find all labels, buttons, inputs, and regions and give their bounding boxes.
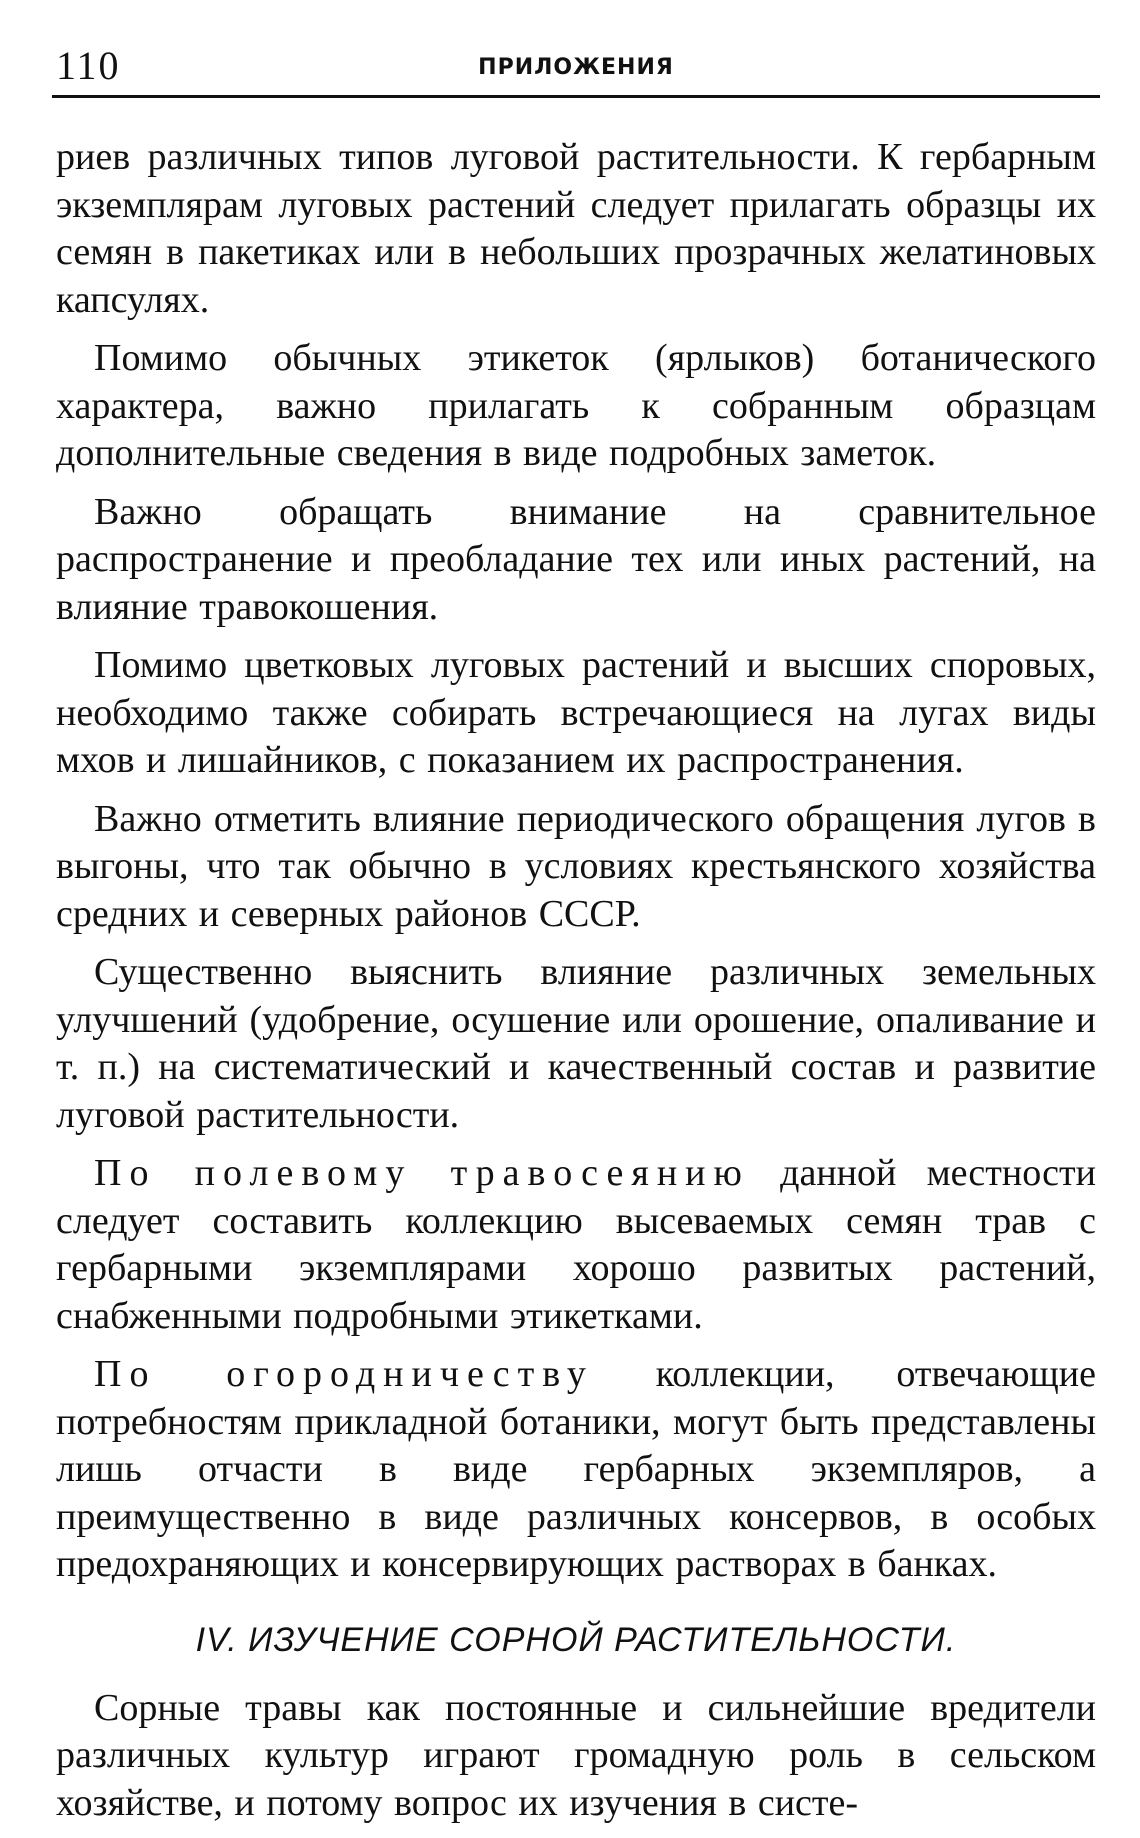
body-text	[56, 134, 1096, 1838]
paragraph: Помимо цветковых луговых растений и высших споровых, необходимо также собирать встречающиеся на лугах виды мхов и лишайников, с показанием их распространения.	[56, 644, 1096, 781]
paragraph: Важно обращать внимание на сравнительное распространение и преобладание тех или иных растений, на влияние травокошения.	[56, 490, 1096, 628]
paragraph	[56, 1150, 1096, 1340]
paragraph: Важно отметить влияние периодического обращения лугов в выгоны, что так обычно в условиях крестьянского хозяйства средних и северных районов СССР.	[56, 797, 1096, 935]
paragraph	[56, 1351, 1096, 1589]
chapter-heading: IV. ИЗУЧЕНИЕ СОРНОЙ РАСТИТЕЛЬНОСТИ.	[195, 1620, 957, 1659]
spaced-lead-text: По огородничеству	[94, 1353, 594, 1395]
running-title: ПРИЛОЖЕНИЯ	[478, 55, 674, 80]
paragraph: Существенно выяснить влияние различных земельных улучшений (удобрение, осушение или орошение, опаливание и т. п.) на систематический и качественный состав и развитие луговой растительности.	[56, 951, 1096, 1136]
paragraph: Сорные травы как постоянные и сильнейшие вредители различных культур играют громадную роль в сельском хозяйстве, и потому вопрос их изучения в систе-	[56, 1686, 1096, 1824]
spaced-lead-text: По полевому травосеянию	[94, 1152, 750, 1194]
running-head	[52, 38, 1100, 94]
paragraph: Помимо обычных этикеток (ярлыков) ботанического характера, важно прилагать к собранным образцам дополнительные сведения в виде подробных заметок.	[56, 337, 1096, 474]
header-rule	[52, 95, 1100, 98]
paragraph-text: коллекции, отвечающие потребностям прикладной ботаники, могут быть представлены лишь отчасти в виде гербарных экземпляров, а преимущественно в виде различных консервов, в особых предохраняющих и консервирующих растворах в банках.	[56, 1353, 1096, 1585]
paragraph-text: данной местности следует составить коллекцию высеваемых семян трав с гербарными экземплярами хорошо развитых растений, снабженными подробными этикетками.	[56, 1152, 1096, 1337]
paragraph: риев различных типов луговой растительности. К гербарным экземплярам луговых растений следует прилагать образцы их семян в пакетиках или в небольших прозрачных желатиновых капсулях.	[56, 136, 1096, 321]
page-number: 110	[56, 43, 121, 88]
